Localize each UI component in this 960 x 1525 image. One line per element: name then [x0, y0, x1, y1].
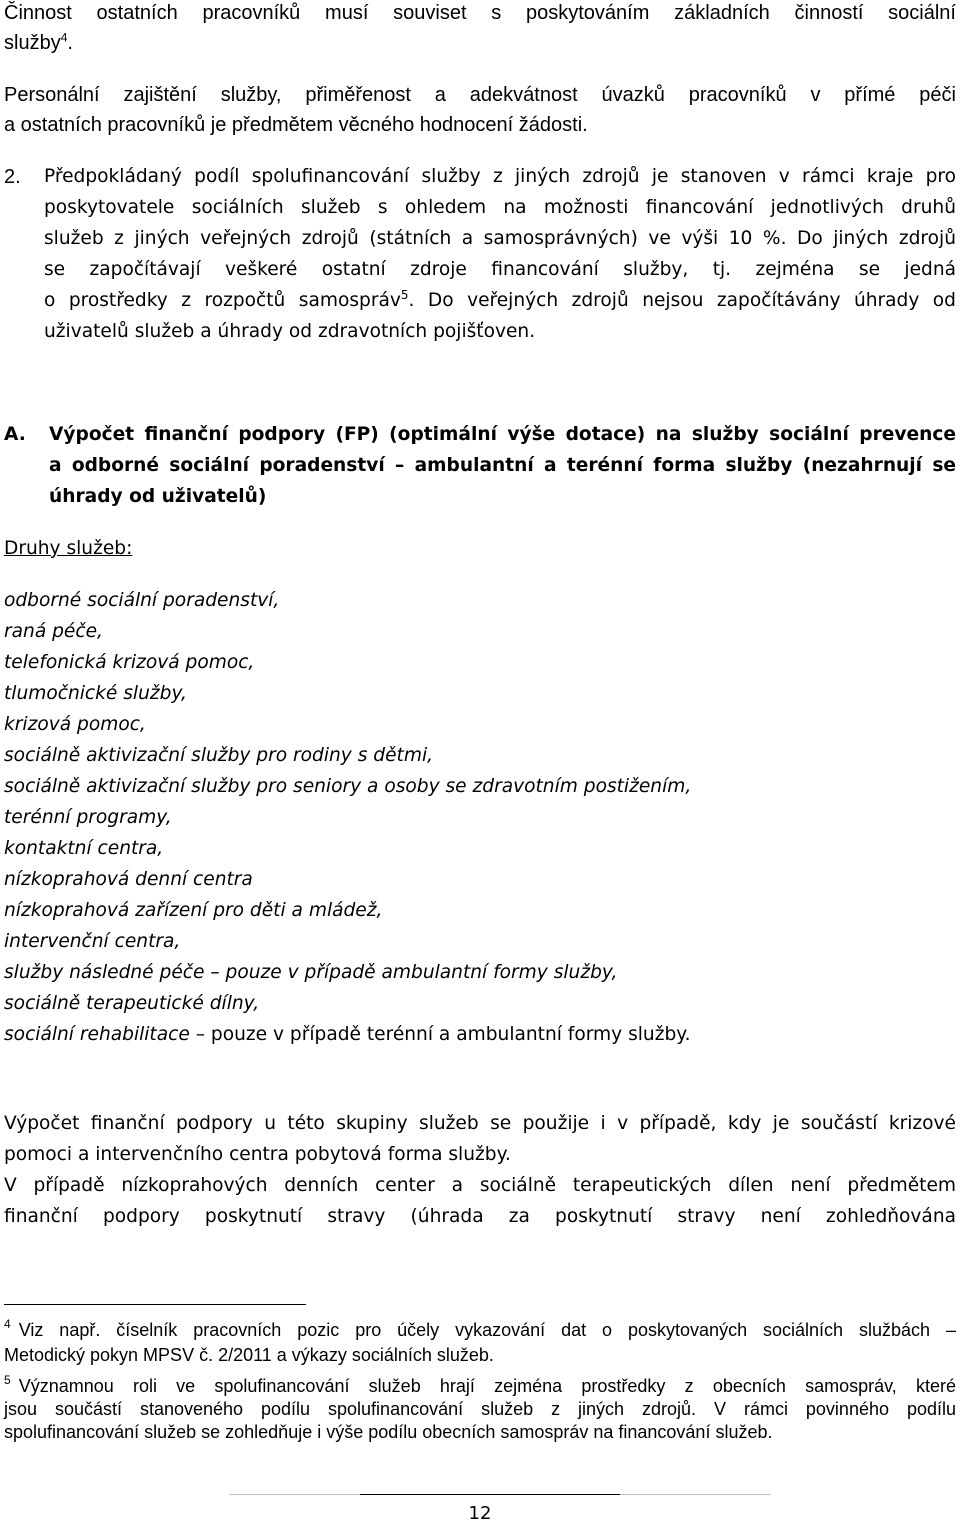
footer-rule-dark	[360, 1494, 620, 1495]
text: a odborné sociální poradenství – ambulantní a terénní forma služby (nezahrnují se	[49, 455, 956, 476]
paragraph-line	[4, 114, 956, 137]
footnote-number: 5	[4, 1373, 11, 1387]
paragraph-line	[44, 166, 956, 187]
text: Výpočet finanční podpory (FP) (optimální výše dotace) na služby sociální prevence	[49, 424, 956, 445]
text: sociální rehabilitace	[4, 1024, 190, 1045]
text: se započítávají veškeré ostatní zdroje financování služby, tj. zejména se jedná	[44, 259, 956, 280]
list-number: 2.	[4, 166, 21, 188]
text: služby	[4, 32, 61, 54]
page-number: 12	[468, 1503, 492, 1524]
text: služby následné péče	[4, 962, 205, 983]
paragraph-line	[4, 2, 956, 25]
text: pomoci a intervenčního centra pobytová forma služby.	[4, 1144, 511, 1165]
paragraph-line	[4, 1144, 956, 1165]
section-heading-line	[49, 455, 956, 476]
list-item	[4, 1024, 956, 1045]
list-item: sociálně terapeutické dílny,	[4, 993, 260, 1014]
section-heading-line	[49, 486, 956, 507]
footnote-line	[4, 1422, 956, 1443]
text: Viz např. číselník pracovních pozic pro účely vykazování dat o poskytovaných sociálních službách –	[18, 1320, 956, 1340]
paragraph-line	[4, 1175, 956, 1196]
footnote-line	[4, 1345, 956, 1366]
list-item: telefonická krizová pomoc,	[4, 652, 255, 673]
text: finanční podpory poskytnutí stravy (úhrada za poskytnutí stravy není zohledňována	[4, 1206, 956, 1227]
list-item: nízkoprahová denní centra	[4, 869, 253, 890]
paragraph-line	[4, 1206, 956, 1227]
text: Předpokládaný podíl spolufinancování služby z jiných zdrojů je stanoven v rámci kraje pro	[44, 166, 956, 187]
text: poskytovatele sociálních služeb s ohledem na možnosti financování jednotlivých druhů	[44, 197, 956, 218]
list-item: sociálně aktivizační služby pro rodiny s dětmi,	[4, 745, 434, 766]
text: Významnou roli ve spolufinancování služeb hrají zejména prostředky z obecních samospráv, které	[18, 1376, 956, 1396]
document-page	[4, 0, 956, 1525]
list-item: sociálně aktivizační služby pro seniory a osoby se zdravotním postižením,	[4, 776, 692, 797]
list-item	[4, 962, 956, 983]
text: uživatelů služeb a úhrady od zdravotních pojišťoven.	[44, 321, 536, 342]
footnote-line	[4, 1317, 956, 1341]
text: jsou součástí stanoveného podílu spolufinancování služeb z jiných zdrojů. V rámci povinného podílu	[4, 1399, 956, 1419]
paragraph-line	[4, 1113, 956, 1134]
paragraph-line	[44, 259, 956, 280]
text: .	[67, 32, 73, 54]
text: Výpočet finanční podpory u této skupiny služeb se použije i v případě, kdy je součástí krizové	[4, 1113, 956, 1134]
paragraph-line	[4, 84, 956, 107]
paragraph-line	[44, 197, 956, 218]
paragraph-line	[4, 32, 956, 55]
list-item: nízkoprahová zařízení pro děti a mládež,	[4, 900, 383, 921]
text: o prostředky z rozpočtů samospráv	[44, 290, 401, 311]
footnote-number: 4	[4, 1317, 11, 1331]
list-item: tlumočnické služby,	[4, 683, 187, 704]
text: služeb z jiných veřejných zdrojů (státních a samosprávných) ve výši 10 %. Do jiných zdrojů	[44, 228, 956, 249]
footnote-line	[4, 1373, 956, 1397]
list-item: krizová pomoc,	[4, 714, 146, 735]
text: – pouze v případě ambulantní formy služby,	[204, 962, 618, 983]
text: V případě nízkoprahových denních center a sociálně terapeutických dílen není předmětem	[4, 1175, 956, 1196]
list-item: odborné sociální poradenství,	[4, 590, 280, 611]
text: a ostatních pracovníků je předmětem věcného hodnocení žádosti.	[4, 114, 588, 136]
footnote-line	[4, 1399, 956, 1420]
list-item: kontaktní centra,	[4, 838, 164, 859]
paragraph-line	[44, 287, 956, 311]
footnote-ref[interactable]: 5	[400, 287, 409, 302]
section-letter: A.	[4, 424, 26, 445]
footnote-ref[interactable]: 4	[60, 30, 68, 45]
subheading: Druhy služeb:	[4, 538, 133, 559]
text: – pouze v případě terénní a ambulantní formy služby.	[189, 1024, 691, 1045]
list-item: terénní programy,	[4, 807, 172, 828]
text: Metodický pokyn MPSV č. 2/2011 a výkazy sociálních služeb.	[4, 1345, 494, 1365]
text: Činnost ostatních pracovníků musí souviset s poskytováním základních činností sociální	[4, 2, 956, 24]
text: Personální zajištění služby, přiměřenost a adekvátnost úvazků pracovníků v přímé péči	[4, 84, 956, 106]
footnote-separator	[4, 1304, 306, 1305]
section-heading-line	[49, 424, 956, 445]
text: spolufinancování služeb se zohledňuje i výše podílu obecních samospráv na financování služeb.	[4, 1422, 773, 1442]
list-item: intervenční centra,	[4, 931, 181, 952]
list-item: raná péče,	[4, 621, 103, 642]
paragraph-line	[44, 228, 956, 249]
text: úhrady od uživatelů)	[49, 486, 267, 507]
paragraph-line	[44, 321, 956, 342]
text: . Do veřejných zdrojů nejsou započítávány úhrady od	[408, 290, 956, 311]
